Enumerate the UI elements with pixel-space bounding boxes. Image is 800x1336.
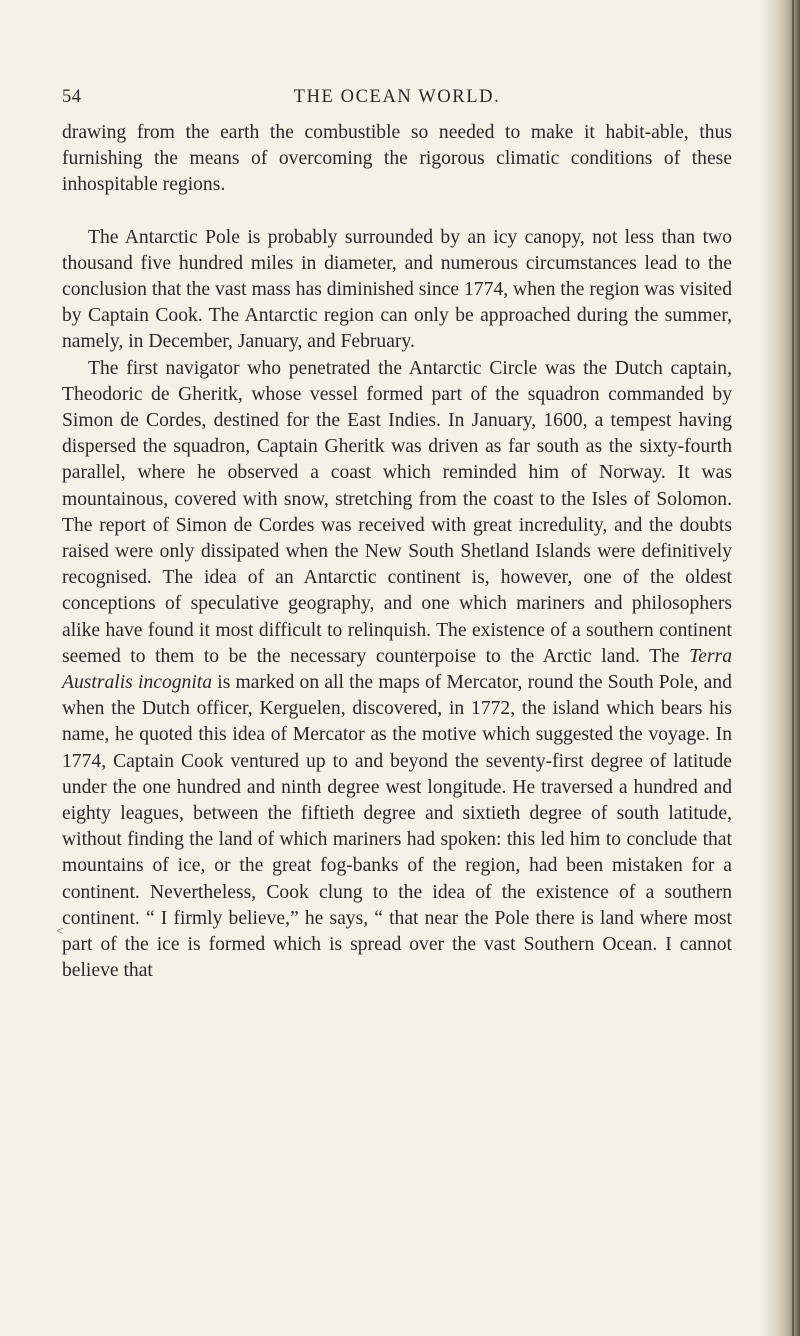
italic-term: Terra Australis incognita xyxy=(62,645,732,694)
page-edge-shadow xyxy=(760,0,800,1336)
paragraph-text-part-2: is marked on all the maps of Mercator, round the South Pole, and when the Dutch officer, Kerguelen, discovered, in 1772, the island which bears his name, he quoted this idea of Mercator as the motive which suggested the voyage. In 1774, Captain Cook ventured up to and beyond the seventy-first degree of latitude under the one hundred and ninth degree west longitude. He traversed a hundred and eighty leagues, between the fiftieth degree and sixtieth degree of south latitude, without finding the land of which mariners had spoken: this led him to conclude that mountains of ice, or the great fog-banks of the region, had been mistaken for a continent. Nevertheless, Cook clung to the idea of the existence of a southern continent. “ I firmly believe,” he says, “ that near the Pole there is land where most part of the ice is formed which is spread over the vast Southern Ocean. I cannot believe that xyxy=(62,672,732,982)
paragraph-first-navigator xyxy=(62,356,732,985)
running-head: THE OCEAN WORLD. xyxy=(293,87,501,107)
paragraph-continued: drawing from the earth the combustible so needed to make it habit-able, thus furnishing the means of overcoming the rigorous climatic conditions of these inhospitable regions. xyxy=(62,122,732,196)
page-edge-line xyxy=(792,0,794,1336)
paragraph-text-part-1: The first navigator who penetrated the Antarctic Circle was the Dutch captain, Theodoric de Gheritk, whose vessel formed part of the squadron commanded by Simon de Cordes, destined for the East Indies. In January, 1600, a tempest having dispersed the squadron, Captain Gheritk was driven as far south as the sixty-fourth parallel, where he observed a coast which reminded him of Norway. It was mountainous, covered with snow, stretching from the coast to the Isles of Solomon. The report of Simon de Cordes was received with great incredulity, and the doubts raised were only dissipated when the New South Shetland Islands were definitively recognised. The idea of an Antarctic continent is, however, one of the oldest conceptions of speculative geography, and one which mariners and philosophers alike have found it most difficult to relinquish. The existence of a southern continent seemed to them to be the necessary counterpoise to the Arctic land. The xyxy=(62,357,732,667)
body-text xyxy=(62,120,732,985)
margin-mark: < xyxy=(56,923,64,938)
page-number: 54 xyxy=(62,87,82,107)
page-header xyxy=(62,87,732,113)
paragraph-antarctic-pole: The Antarctic Pole is probably surrounded by an icy canopy, not less than two thousand five hundred miles in diameter, and numerous circumstances lead to the conclusion that the vast mass has diminished since 1774, when the region was visited by Captain Cook. The Antarctic region can only be approached during the summer, namely, in December, January, and February. xyxy=(62,226,732,353)
